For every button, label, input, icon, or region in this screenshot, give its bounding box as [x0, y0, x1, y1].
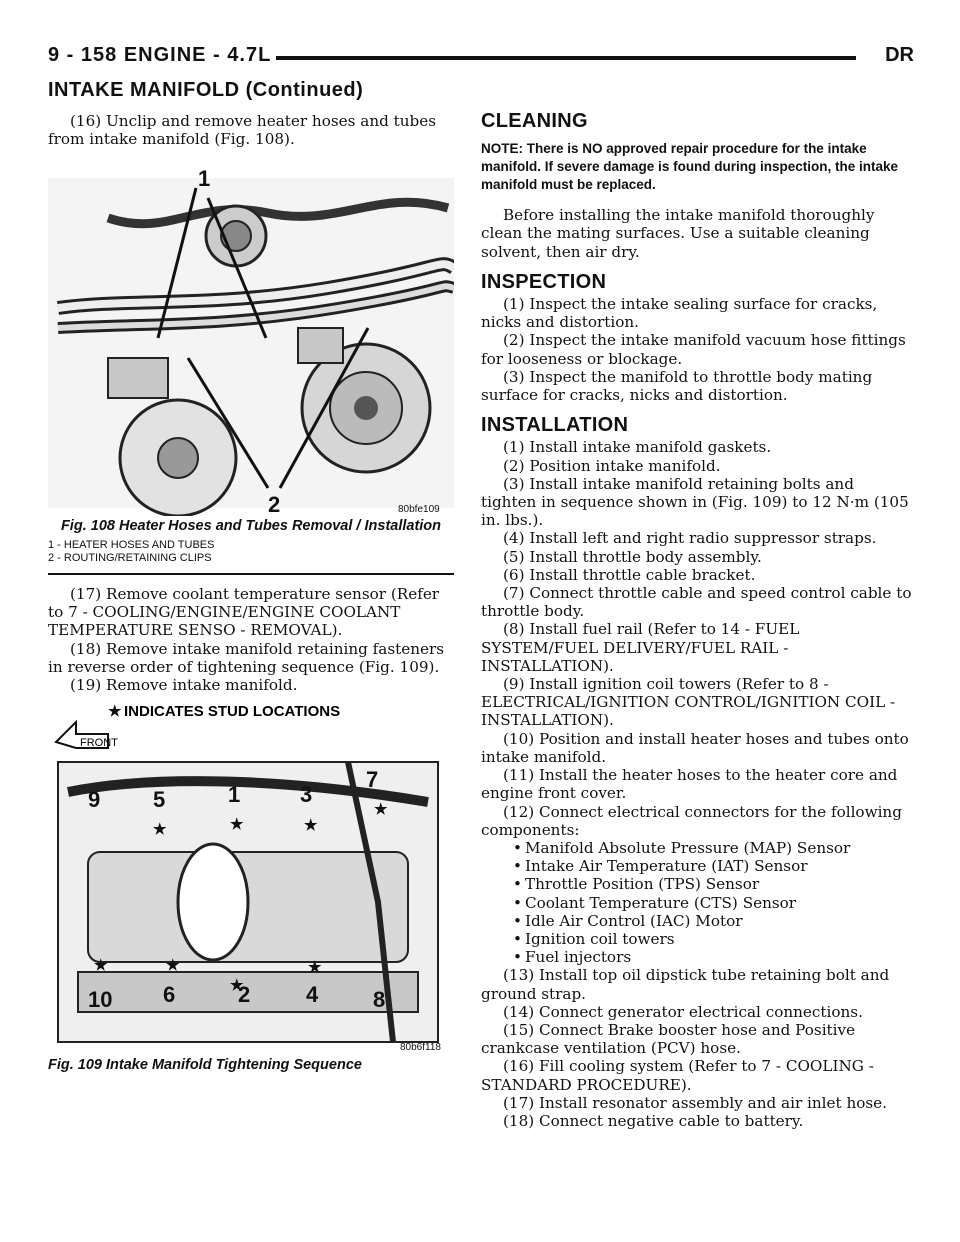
step-16: (16) Unclip and remove heater hoses and tubes from intake manifold (Fig. 108). — [48, 112, 437, 149]
engine-heater-hoses-illustration — [48, 158, 454, 516]
installation-step: (3) Install intake manifold retaining bolts and tighten in sequence shown in (Fig. 109) to 12 N·m (105 in. lbs.). — [481, 474, 909, 530]
svg-text:★: ★ — [153, 821, 167, 839]
svg-text:★: ★ — [374, 801, 388, 819]
bolt-7: 7 — [366, 767, 379, 793]
callout-2: 2 — [268, 492, 281, 517]
installation-step: (9) Install ignition coil towers (Refer to 8 - ELECTRICAL/IGNITION CONTROL/IGNITION COIL - INSTALLATION). — [481, 675, 896, 730]
installation-step: (18) Connect negative cable to battery. — [503, 1111, 804, 1130]
svg-text:★: ★ — [304, 817, 318, 835]
figure-109 — [48, 702, 454, 1054]
installation-step: (4) Install left and right radio suppressor straps. — [503, 529, 877, 548]
component-item: • Manifold Absolute Pressure (MAP) Sensor — [481, 839, 913, 857]
installation-step: (6) Install throttle cable bracket. — [503, 565, 756, 584]
bolt-2: 2 — [238, 982, 251, 1008]
section-title: INTAKE MANIFOLD (Continued) — [48, 79, 364, 101]
cleaning-text: Before installing the intake manifold thoroughly clean the mating surfaces. Use a suitable cleaning solvent, then air dry. — [481, 206, 875, 261]
cleaning-heading: CLEANING — [481, 110, 588, 132]
front-label: FRONT — [80, 737, 118, 750]
inspection-step: (3) Inspect the manifold to throttle body mating surface for cracks, nicks and distortion. — [481, 367, 873, 405]
bolt-5: 5 — [153, 787, 166, 813]
installation-step: (16) Fill cooling system (Refer to 7 - COOLING - STANDARD PROCEDURE). — [481, 1057, 874, 1094]
svg-text:★: ★ — [308, 959, 322, 977]
installation-step: (7) Connect throttle cable and speed control cable to throttle body. — [481, 584, 912, 621]
component-item: • Ignition coil towers — [481, 930, 913, 948]
bolt-9: 9 — [88, 787, 101, 813]
svg-text:★: ★ — [94, 957, 108, 975]
step-18: (18) Remove intake manifold retaining fasteners in reverse order of tightening sequence (Fig. 109). — [48, 639, 445, 676]
inspection-step: (1) Inspect the intake sealing surface for cracks, nicks and distortion. — [481, 295, 878, 332]
svg-text:★: ★ — [230, 816, 244, 834]
step-19: (19) Remove intake manifold. — [70, 675, 298, 694]
installation-step: (1) Install intake manifold gaskets. — [503, 438, 772, 457]
installation-step: (12) Connect electrical connectors for the following components: — [481, 802, 902, 839]
bolt-1: 1 — [228, 782, 241, 808]
figure-109-caption: Fig. 109 Intake Manifold Tightening Sequence — [48, 1057, 362, 1074]
callout-1: 1 — [198, 166, 211, 192]
component-item: • Fuel injectors — [481, 948, 913, 966]
inspection-heading: INSPECTION — [481, 270, 607, 293]
component-item: • Coolant Temperature (CTS) Sensor — [481, 894, 913, 912]
figure-108-caption: Fig. 108 Heater Hoses and Tubes Removal / Installation — [60, 518, 442, 535]
inspection-step: (2) Inspect the intake manifold vacuum hose fittings for looseness or blockage. — [481, 331, 906, 368]
installation-step: (11) Install the heater hoses to the heater core and engine front cover. — [481, 766, 898, 803]
figure-id: 80bfe109 — [398, 504, 440, 516]
component-item: • Throttle Position (TPS) Sensor — [481, 875, 913, 893]
stud-locations-header: INDICATES STUD LOCATIONS — [124, 703, 341, 721]
figure-108 — [48, 158, 454, 516]
cleaning-note: NOTE: There is NO approved repair procedure for the intake manifold. If severe damage is found during inspection, the intake manifold must be replaced. — [481, 141, 899, 193]
legend-item: 1 - HEATER HOSES AND TUBES — [48, 539, 215, 552]
installation-step: (8) Install fuel rail (Refer to 14 - FUEL SYSTEM/FUEL DELIVERY/FUEL RAIL - INSTALLATION). — [481, 620, 800, 675]
svg-text:★: ★ — [108, 703, 122, 721]
installation-heading: INSTALLATION — [481, 414, 629, 437]
page-number-title: 9 - 158 ENGINE - 4.7L — [48, 44, 272, 66]
intake-manifold-sequence-illustration — [48, 702, 454, 1054]
left-column — [48, 112, 454, 1074]
figure-id: 80b6f118 — [400, 1042, 441, 1054]
installation-step: (13) Install top oil dipstick tube retaining bolt and ground strap. — [481, 966, 890, 1003]
component-item: • Idle Air Control (IAC) Motor — [481, 912, 913, 930]
legend-item: 2 - ROUTING/RETAINING CLIPS — [48, 552, 212, 565]
bolt-4: 4 — [306, 982, 319, 1008]
installation-step: (17) Install resonator assembly and air inlet hose. — [503, 1093, 887, 1112]
component-item: • Intake Air Temperature (IAT) Sensor — [481, 857, 913, 875]
svg-text:★: ★ — [230, 977, 244, 995]
installation-step: (2) Position intake manifold. — [503, 456, 721, 475]
bolt-6: 6 — [163, 982, 176, 1008]
figure-108-legend — [48, 539, 454, 565]
installation-step: (5) Install throttle body assembly. — [503, 547, 762, 566]
bolt-10: 10 — [88, 987, 113, 1013]
bolt-8: 8 — [373, 987, 386, 1013]
figure-divider — [48, 573, 454, 575]
right-column — [481, 112, 913, 1130]
installation-step: (14) Connect generator electrical connections. — [503, 1002, 863, 1021]
header-rule — [276, 56, 856, 60]
model-code: DR — [885, 44, 914, 66]
svg-text:★: ★ — [166, 957, 180, 975]
bolt-3: 3 — [300, 782, 313, 808]
step-17: (17) Remove coolant temperature sensor (Refer to 7 - COOLING/ENGINE/ENGINE COOLANT TEMPERATURE SENSO - REMOVAL). — [48, 584, 440, 640]
page-header — [48, 44, 914, 70]
installation-step: (15) Connect Brake booster hose and Positive crankcase ventilation (PCV) hose. — [481, 1020, 856, 1058]
installation-step: (10) Position and install heater hoses and tubes onto intake manifold. — [481, 729, 909, 766]
